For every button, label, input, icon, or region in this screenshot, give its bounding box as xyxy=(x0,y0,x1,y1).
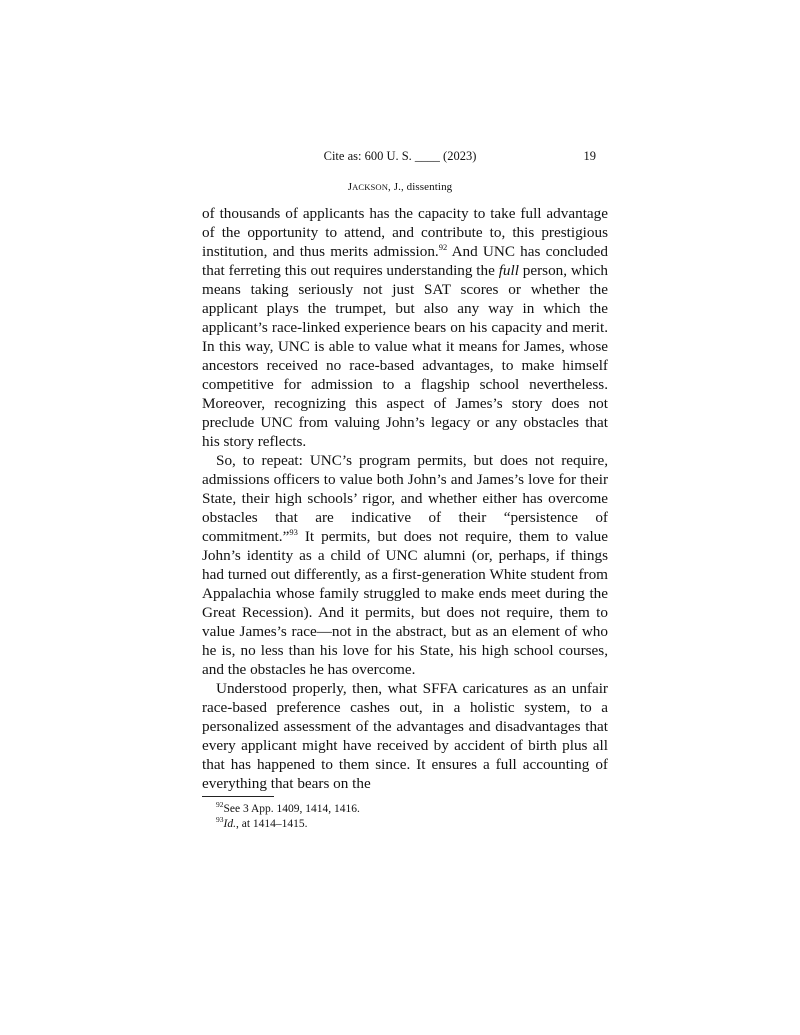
paragraph-2 xyxy=(202,451,608,679)
footnote-text: See 3 App. 1409, 1414, 1416. xyxy=(223,803,360,815)
citation-line: Cite as: 600 U. S. ____ (2023) xyxy=(323,149,477,163)
footnote-text: , at 1414–1415. xyxy=(235,818,308,830)
paragraph-3-text: Understood properly, then, what SFFA caricatures as an unfair race-based preference cashes out, in a holistic system, to a personalized assessment of the advantages and disadvantages that every applicant might have received by accident of birth plus all that has happened to them since. It ensures a full accounting of everything that bears on the xyxy=(202,680,608,792)
footnote-number: 92 xyxy=(216,800,224,810)
opinion-author-line xyxy=(200,181,600,193)
page-number: 19 xyxy=(583,149,596,163)
footnote-ref-92[interactable]: 92 xyxy=(438,241,448,252)
footnote-number: 93 xyxy=(216,815,224,825)
paragraph-2-text-a: So, to repeat: UNC’s program permits, but does not require, admissions officers to value both John’s and James’s love for their State, their high schools’ rigor, and whether either has overcome obstacles that are indicative of their “persistence of commitment.” xyxy=(202,452,608,545)
paragraph-1-text-b: And UNC has concluded that ferreting this out requires understanding the xyxy=(202,243,608,279)
author-suffix: , J., dissenting xyxy=(388,181,453,193)
footnote-divider xyxy=(202,796,274,797)
paragraph-1-text-c: person, which means taking seriously not just SAT scores or whether the applicant plays the trumpet, but also any way in which the applicant’s race-linked experience bears on his capacity and merit. In this way, UNC is able to value what it means for James, whose ancestors received no race-based advantages, to make himself competitive for admission to a flagship school nevertheless. Moreover, recognizing this aspect of James’s story does not preclude UNC from valuing John’s legacy or any obstacles that his story reflects. xyxy=(202,262,609,450)
paragraph-2-text-b: It permits, but does not require, them to value John’s identity as a child of UNC alumni (or, perhaps, if things had turned out differently, as a first-generation White student from Appalachia whose family struggled to make ends meet during the Great Recession). And it permits, but does not require, them to value James’s race—not in the abstract, but as an element of who he is, no less than his love for his State, his high school courses, and the obstacles he has overcome. xyxy=(202,528,608,678)
author-small-caps: ACKSON xyxy=(352,182,389,192)
footnote-ref-93[interactable]: 93 xyxy=(289,526,298,537)
author-initial: J xyxy=(347,181,353,193)
footnote-italic: Id. xyxy=(223,818,236,830)
paragraph-1 xyxy=(202,204,608,451)
paragraph-3 xyxy=(202,679,608,793)
footnotes xyxy=(202,802,608,832)
italic-emphasis: full xyxy=(498,262,519,279)
paragraph-1-text-a: of thousands of applicants has the capacity to take full advantage of the opportunity to attend, and contribute to, this prestigious institution, and thus merits admission. xyxy=(202,205,608,260)
opinion-body xyxy=(202,204,608,793)
footnote-92 xyxy=(202,802,608,817)
footnote-93 xyxy=(202,817,608,832)
running-head xyxy=(200,149,600,167)
